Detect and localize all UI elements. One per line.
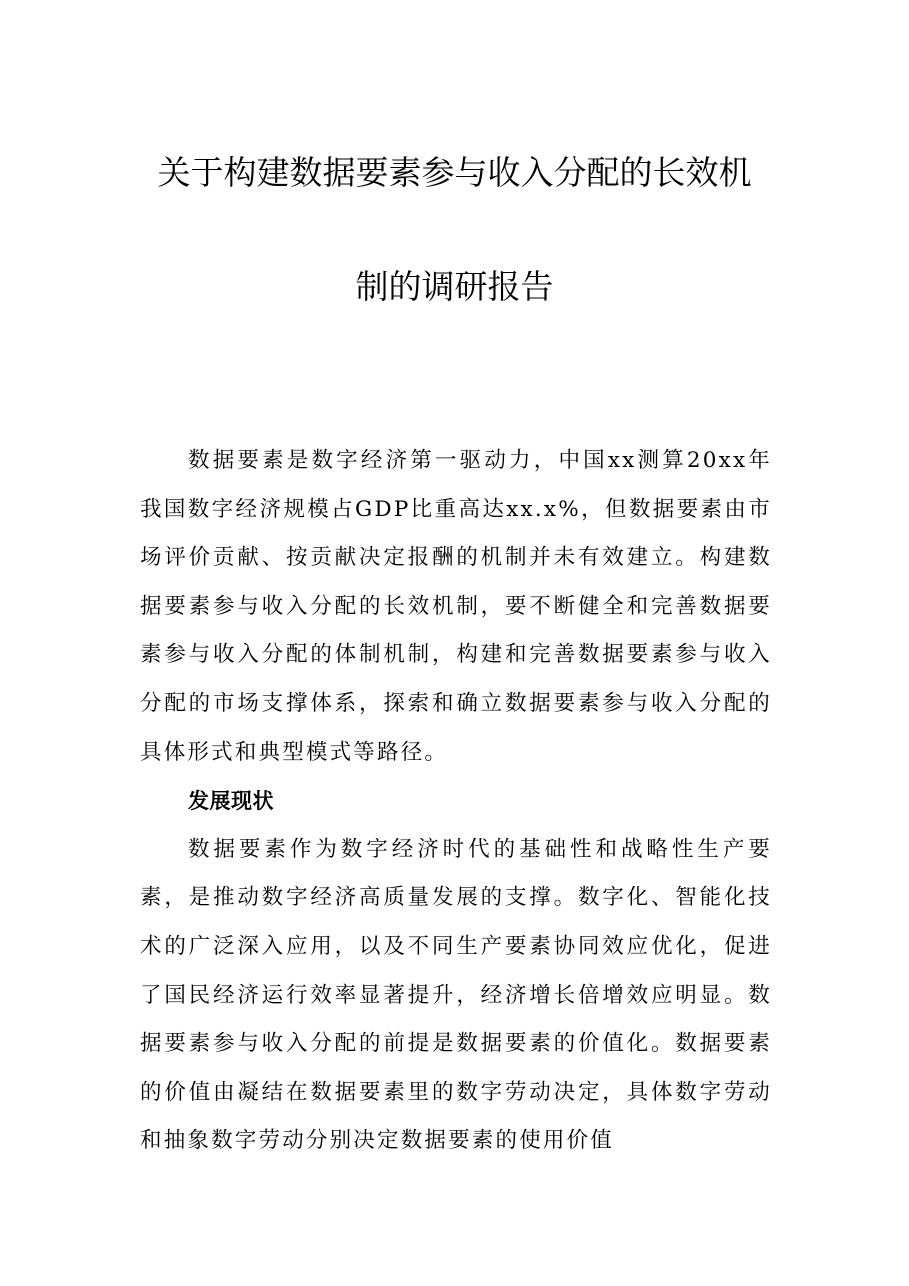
- development-status-paragraph: 数据要素作为数字经济时代的基础性和战略性生产要素，是推动数字经济高质量发展的支撑。数字化、智能化技术的广泛深入应用，以及不同生产要素协同效应优化，促进了国民经济运行效率显著提升，经济增长倍增效应明显。数据要素参与收入分配的前提是数据要素的价值化。数据要素的价值由凝结在数据要素里的数字劳动决定，具体数字劳动和抽象数字劳动分别决定数据要素的使用价值: [140, 836, 772, 1154]
- intro-paragraph: 数据要素是数字经济第一驱动力，中国xx测算20xx年我国数字经济规模占GDP比重高达xx.x%，但数据要素由市场评价贡献、按贡献决定报酬的机制并未有效建立。构建数据要素参与收入分配的长效机制，要不断健全和完善数据要素参与收入分配的体制机制，构建和完善数据要素参与收入分配的市场支撑体系，探索和确立数据要素参与收入分配的具体形式和典型模式等路径。: [140, 448, 772, 765]
- document-title-line-1: 关于构建数据要素参与收入分配的长效机: [157, 153, 752, 192]
- document-title-line-2: 制的调研报告: [355, 267, 554, 306]
- section-heading-development-status: 发展现状: [188, 789, 274, 814]
- document-body: [140, 437, 772, 1166]
